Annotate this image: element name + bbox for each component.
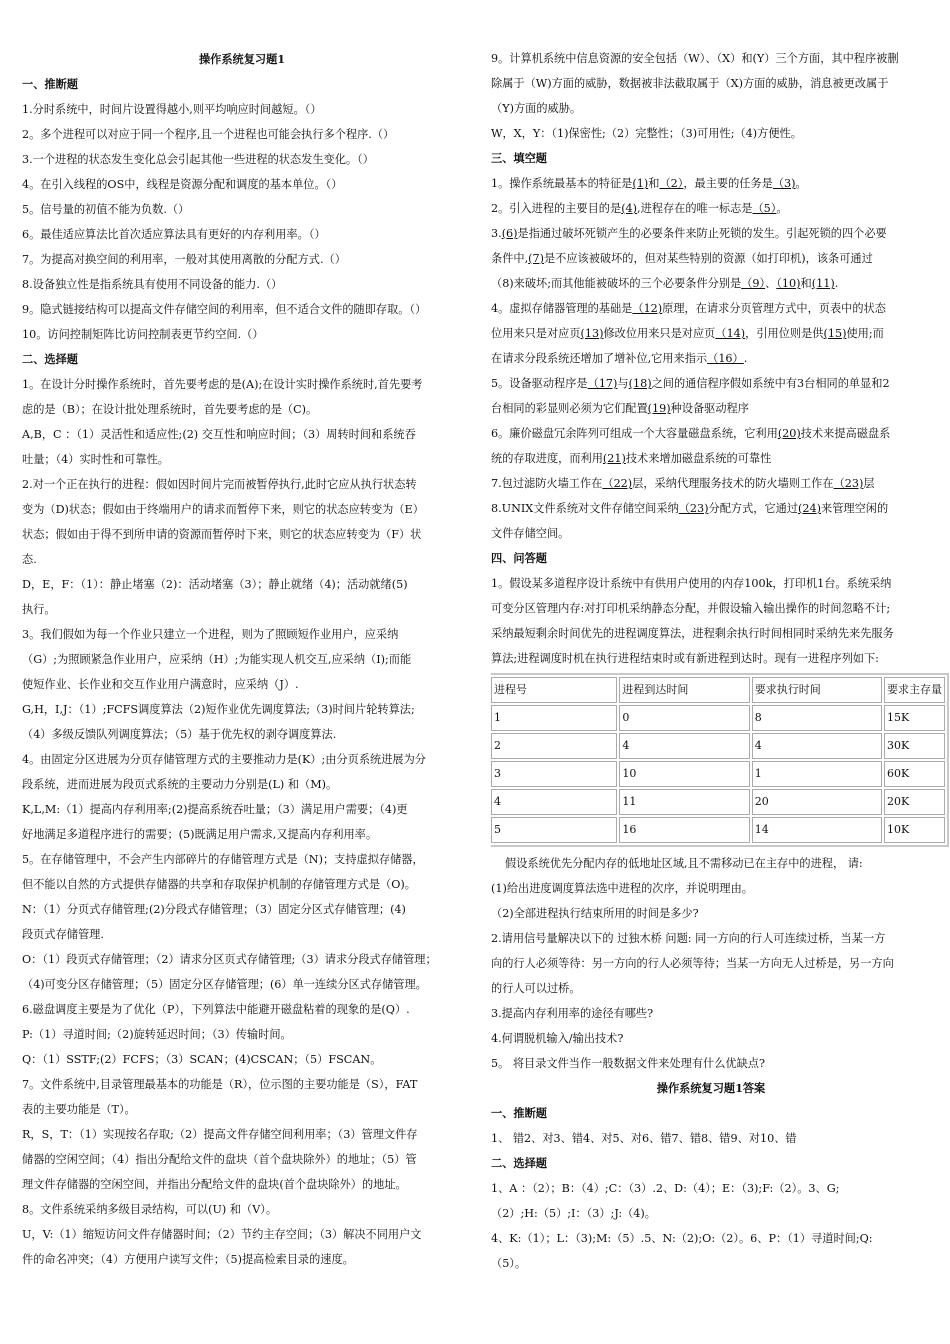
fill-text: 8.UNIX文件系统对文件存储空间采纳	[491, 502, 679, 515]
table-cell: 10K	[884, 817, 945, 843]
text-line: U，V:（1）缩短访问文件存储器时间；（2）节约主存空间；（3）解决不同用户文	[22, 1228, 422, 1241]
text-line: 4。在引入线程的OS中，线程是资源分配和调度的基本单位。（）	[22, 178, 343, 191]
fill-text: 、	[765, 277, 777, 290]
table-header-row	[491, 677, 945, 703]
table-row	[491, 817, 945, 843]
table-cell: 1	[491, 705, 617, 731]
text-line: 理文件存储器的空闲空间，并指出分配给文件的盘块(首个盘块除外）的地址。	[22, 1178, 407, 1191]
fill-text: 台相同的彩显则必须为它们配置	[491, 402, 648, 415]
text-line: 8.设备独立性是指系统具有使用不同设备的能力.（）	[22, 278, 283, 291]
text-line: W，X，Y：（1)保密性;（2）完整性；（3)可用性;（4)方便性。	[491, 127, 802, 140]
text-line: 但不能以自然的方式提供存储器的共享和存取保护机制的存储管理方式是（O)。	[22, 878, 416, 891]
process-table	[491, 673, 949, 847]
text-line: （G）;为照顾紧急作业用户，应采纳（H）;为能实现人机交互,应采纳（I);而能	[22, 653, 412, 666]
text-line: 4、K:（1）；L：（3);M:（5）.5、N:（2);O:（2）。6、P：（1）寻道时间;Q:	[491, 1232, 873, 1245]
blank-answer: (7)	[528, 252, 544, 265]
text-line: 假设系统优先分配内存的低地址区域,且不需移动已在主存中的进程， 请:	[505, 857, 863, 870]
table-cell: 2	[491, 733, 617, 759]
table-row	[491, 705, 945, 731]
text-line: 件的命名冲突；（4）方便用户读写文件；（5)提高检索目录的速度。	[22, 1253, 354, 1266]
fill-in-line	[491, 471, 931, 496]
blank-answer: （16）	[707, 352, 744, 365]
blank-answer: (21)	[602, 452, 626, 465]
fill-text: 与	[617, 377, 629, 390]
fill-text: 技术来增加磁盘系统的可靠性	[625, 452, 772, 465]
section-heading: 四、问答题	[491, 551, 547, 565]
fill-text: 是指通过破坏死锁产生的必要条件来防止死锁的发生。引起死锁的四个必要	[517, 227, 887, 240]
fill-text: ,进程存在的唯一标志是	[637, 202, 753, 215]
text-line: 段系统，进而进展为段页式系统的主要动力分别是(L) 和（M)。	[22, 778, 338, 791]
fill-in-line	[491, 246, 931, 271]
table-row	[491, 789, 945, 815]
blank-answer: (13)	[580, 327, 604, 340]
text-line: 6。最佳适应算法比首次适应算法具有更好的内存利用率。（）	[22, 228, 326, 241]
fill-text: 和	[800, 277, 812, 290]
fill-text: 。	[795, 177, 807, 190]
text-line: 5。信号量的初值不能为负数.（）	[22, 203, 190, 216]
text-line: （4)可变分区存储管理；（5）固定分区存储管理；(6）单一连续分区式存储管理。	[22, 978, 427, 991]
fill-text: 7.包过滤防火墙工作在	[491, 477, 603, 490]
text-line: 采纳最短剩余时间优先的进程调度算法，进程剩余执行时间相同时采纳先来先服务	[491, 627, 894, 640]
blank-answer: (15)	[823, 327, 847, 340]
text-line: 的行人可以过桥。	[491, 982, 581, 995]
blank-answer: （12)	[632, 302, 663, 315]
text-line: 态.	[22, 553, 37, 566]
fill-in-line	[491, 296, 931, 321]
right-column	[491, 46, 942, 1276]
text-line: 除属于（W)方面的威胁，数据被非法截取属于（X)方面的威胁，消息被更改属于	[491, 77, 889, 90]
fill-in-line	[491, 321, 931, 346]
text-line: 执行。	[22, 603, 56, 616]
fill-in-line	[491, 271, 931, 296]
fill-text: 1。操作系统最基本的特征是	[491, 177, 633, 190]
fill-in-line	[491, 421, 931, 446]
fill-text: 来管理空闲的	[821, 502, 889, 515]
fill-text: 6。廉价磁盘冗余阵列可组成一个大容量磁盘系统，它利用	[491, 427, 778, 440]
blank-answer: （3)	[772, 177, 796, 190]
blank-answer: （23)	[833, 477, 864, 490]
blank-answer: （2）	[659, 177, 684, 190]
text-line: （Y)方面的威胁。	[491, 102, 582, 115]
table-header-cell: 进程到达时间	[619, 677, 749, 703]
text-line: 5。在存储管理中，不会产生内部碎片的存储管理方式是（N)；支持虚拟存储器，	[22, 853, 424, 866]
blank-answer: (24)	[798, 502, 821, 515]
fill-text: 之间的通信程序假如系统中有3台相同的单显和2	[651, 377, 890, 390]
fill-text: 条件中,	[491, 252, 529, 265]
text-line: P:（1）寻道时间;（2)旋转延迟时间；（3）传输时间。	[22, 1028, 292, 1041]
table-header-cell: 进程号	[491, 677, 617, 703]
fill-text: 。	[776, 202, 788, 215]
table-header-cell: 要求主存量	[884, 677, 945, 703]
text-line: (1)给出进度调度算法选中进程的次序，并说明理由。	[491, 882, 753, 895]
document-title: 操作系统复习题1	[198, 52, 286, 66]
blank-answer: (1)	[632, 177, 649, 190]
fill-text: 2。引入进程的主要目的是	[491, 202, 622, 215]
table-cell: 10	[619, 761, 749, 787]
answer-title: 操作系统复习题1答案	[656, 1081, 766, 1095]
text-line: （2)全部进程执行结束所用的时间是多少?	[491, 907, 699, 920]
fill-text: 4。虚拟存储器管理的基础是	[491, 302, 633, 315]
blank-answer: (20)	[777, 427, 801, 440]
fill-in-section	[491, 171, 931, 546]
table-cell: 4	[491, 789, 617, 815]
fill-text: 统的存取进度，而利用	[491, 452, 603, 465]
text-line: 3。我们假如为每一个作业只建立一个进程，则为了照顾短作业用户，应采纳	[22, 628, 399, 641]
fill-text: 分配方式，它通过	[708, 502, 799, 515]
text-line: 段页式存储管理.	[22, 928, 104, 941]
fill-text: ，最主要的任务是	[683, 177, 773, 190]
fill-text: 使用;而	[846, 327, 884, 340]
process-table-wrapper	[491, 671, 950, 851]
text-line: 2.请用信号量解决以下的 过独木桥 问题: 同一方向的行人可连续过桥，当某一方	[491, 932, 886, 945]
table-cell: 20	[752, 789, 882, 815]
fill-text: （8)来破坏;而其他能被破坏的三个必要条件分别是	[491, 277, 742, 290]
text-line: 表的主要功能是（T）。	[22, 1103, 136, 1116]
text-line: 1。假设某多道程序设计系统中有供用户使用的内存100k，打印机1台。系统采纳	[491, 577, 892, 590]
section-heading: 三、填空题	[491, 151, 547, 165]
text-line: 1、 错2、对3、错4、对5、对6、错7、错8、错9、对10、错	[491, 1132, 797, 1145]
text-line: 6.磁盘调度主要是为了优化（P），下列算法中能避开磁盘粘着的现象的是(Q）.	[22, 1003, 410, 1016]
table-cell: 20K	[884, 789, 945, 815]
blank-answer: （9）	[741, 277, 766, 290]
table-cell: 16	[619, 817, 749, 843]
table-cell: 0	[619, 705, 749, 731]
text-line: 向的行人必须等待：另一方向的行人必须等待；当某一方向无人过桥是，另一方向	[491, 957, 894, 970]
blank-answer: （14)	[715, 327, 746, 340]
text-line: 变为（D)状态；假如由于终端用户的请求而暂停下来，则它的状态应转变为（E）	[22, 503, 424, 516]
blank-answer: （17)	[587, 377, 618, 390]
text-line: 吐量；（4）实时性和可靠性。	[22, 453, 169, 466]
text-line: 5。 将目录文件当作一般数据文件来处理有什么优缺点?	[491, 1057, 765, 1070]
text-line: 8。文件系统采纳多级目录结构，可以(U) 和（V）。	[22, 1203, 278, 1216]
fill-text: 位用来只是对应页	[491, 327, 581, 340]
text-line: 1、A ：（2）；B：（4）;C：（3）.2、D:（4）；E：（3);F:（2）。3、G;	[491, 1182, 840, 1195]
fill-text: 种设备驱动程序	[670, 402, 749, 415]
fill-in-line	[491, 196, 931, 221]
blank-answer: (11)	[811, 277, 835, 290]
table-cell: 5	[491, 817, 617, 843]
text-line: 3.提高内存利用率的途径有哪些?	[491, 1007, 654, 1020]
table-row	[491, 733, 945, 759]
blank-answer: (19)	[647, 402, 671, 415]
table-row	[491, 761, 945, 787]
table-cell: 11	[619, 789, 749, 815]
text-line: 4.何谓脱机输入/输出技术?	[491, 1032, 624, 1045]
text-line: 2。多个进程可以对应于同一个程序,且一个进程也可能会执行多个程序.（）	[22, 128, 395, 141]
fill-text: ，引用位则是供	[745, 327, 824, 340]
text-line: 虑的是（B）；在设计批处理系统时，首先要考虑的是（C)。	[22, 403, 318, 416]
section-heading: 一、推断题	[491, 1106, 547, 1120]
fill-in-line	[491, 396, 931, 421]
section-heading: 一、推断题	[22, 77, 78, 91]
text-line: D，E，F：（1）：静止堵塞（2)：活动堵塞（3）；静止就绪（4)；活动就绪(5)	[22, 578, 408, 591]
blank-answer: （5）	[752, 202, 777, 215]
fill-text: 在请求分段系统还增加了增补位,它用来指示	[491, 352, 708, 365]
table-cell: 60K	[884, 761, 945, 787]
fill-in-line	[491, 346, 931, 371]
text-line: A,B，C ：（1）灵活性和适应性;(2) 交互性和响应时间；（3）周转时间和系统吞	[22, 428, 416, 441]
fill-in-line	[491, 446, 931, 471]
blank-answer: (18)	[628, 377, 652, 390]
text-line: 3.一个进程的状态发生变化总会引起其他一些进程的状态发生变化。（）	[22, 153, 374, 166]
text-line: （4）多级反馈队列调度算法；（5）基于优先权的剥夺调度算法.	[22, 728, 337, 741]
table-cell: 15K	[884, 705, 945, 731]
left-column	[22, 46, 462, 1272]
text-line: 7。文件系统中,目录管理最基本的功能是（R），位示图的主要功能是（S），FAT	[22, 1078, 418, 1091]
fill-text: 原理，在请求分页管理方式中，页表中的状态	[662, 302, 886, 315]
table-header-cell: 要求执行时间	[752, 677, 882, 703]
text-line: R，S，T：（1）实现按名存取;（2）提高文件存储空间利用率；（3）管理文件存	[22, 1128, 418, 1141]
text-line: 好地满足多道程序进行的需要；(5)既满足用户需求,又提高内存利用率。	[22, 828, 378, 841]
text-line: 10。访问控制矩阵比访问控制表更节约空间.（）	[22, 328, 264, 341]
fill-in-line	[491, 496, 931, 521]
fill-text: 文件存储空间。	[491, 527, 570, 540]
text-line: 9。隐式链接结构可以提高文件存储空间的利用率，但不适合文件的随即存取。（）	[22, 303, 427, 316]
table-cell: 1	[752, 761, 882, 787]
fill-in-line	[491, 521, 931, 546]
section-heading: 二、选择题	[22, 352, 78, 366]
fill-in-line	[491, 371, 931, 396]
text-line: 7。为提高对换空间的利用率，一般对其使用离散的分配方式.（）	[22, 253, 346, 266]
text-line: K,L,M:（1）提高内存利用率;(2)提高系统吞吐量；（3）满足用户需要；（4)更	[22, 803, 408, 816]
fill-in-line	[491, 221, 931, 246]
blank-answer: （23)	[678, 502, 709, 515]
text-line: 2.对一个正在执行的进程：假如因时间片完而被暂停执行,此时它应从执行状态转	[22, 478, 417, 491]
section-heading: 二、选择题	[491, 1156, 547, 1170]
table-cell: 4	[752, 733, 882, 759]
fill-in-line	[491, 171, 931, 196]
fill-text: 是不应该被破坏的，但对某些特别的资源（如打印机)，该条可通过	[543, 252, 873, 265]
text-line: 状态；假如由于得不到所申请的资源而暂停时下来，则它的状态应转变为（F）状	[22, 528, 422, 541]
table-cell: 3	[491, 761, 617, 787]
table-cell: 14	[752, 817, 882, 843]
blank-answer: （22)	[602, 477, 633, 490]
table-cell: 8	[752, 705, 882, 731]
fill-text: 3.	[491, 227, 502, 240]
fill-text: 技术来提高磁盘系	[800, 427, 891, 440]
fill-text: 层	[863, 477, 875, 490]
text-line: O：（1）段页式存储管理；（2）请求分区页式存储管理;（3）请求分段式存储管理；	[22, 953, 437, 966]
fill-text: 和	[648, 177, 660, 190]
text-line: 9。计算机系统中信息资源的安全包括（W）、（X）和(Y）三个方面，其中程序被删	[491, 52, 899, 65]
table-cell: 30K	[884, 733, 945, 759]
text-line: 4。由固定分区进展为分页存储管理方式的主要推动力是(K）;由分页系统进展为分	[22, 753, 426, 766]
text-line: 使短作业、长作业和交互作业用户满意时，应采纳（J）.	[22, 678, 299, 691]
table-cell: 4	[619, 733, 749, 759]
text-line: （5）。	[491, 1257, 527, 1270]
fill-text: .	[834, 277, 839, 290]
fill-text: 修改位用来只是对应页	[603, 327, 716, 340]
fill-text: .	[743, 352, 748, 365]
fill-text: 5。设备驱动程序是	[491, 377, 588, 390]
text-line: 算法;进程调度时机在执行进程结束时或有新进程到达时。现有一进程序列如下:	[491, 652, 879, 665]
text-line: 可变分区管理内存:对打印机采纳静态分配，并假设输入输出操作的时间忽略不计;	[491, 602, 891, 615]
text-line: 储器的空闲空间；（4）指出分配给文件的盘块（首个盘块除外）的地址；（5）管	[22, 1153, 417, 1166]
fill-text: 层，采纳代理服务技术的防火墙则工作在	[632, 477, 834, 490]
blank-answer: (4)	[621, 202, 638, 215]
blank-answer: (6)	[501, 227, 518, 240]
blank-answer: （10)	[776, 277, 801, 290]
text-line: N：（1）分页式存储管理;(2)分段式存储管理；（3）固定分区式存储管理；(4)	[22, 903, 406, 916]
text-line: Q：（1）SSTF;(2）FCFS；（3）SCAN；(4)CSCAN；（5）FSCAN。	[22, 1053, 382, 1066]
text-line: 1。在设计分时操作系统时，首先要考虑的是(A);在设计实时操作系统时,首先要考	[22, 378, 423, 391]
text-line: 1.分时系统中，时间片设置得越小,则平均响应时间越短。（）	[22, 103, 322, 116]
text-line: （2）;H:（5）;I：（3）;J:（4)。	[491, 1207, 656, 1220]
text-line: G,H，I,J：（1）;FCFS调度算法（2)短作业优先调度算法;（3)时间片轮转算法;	[22, 703, 415, 716]
